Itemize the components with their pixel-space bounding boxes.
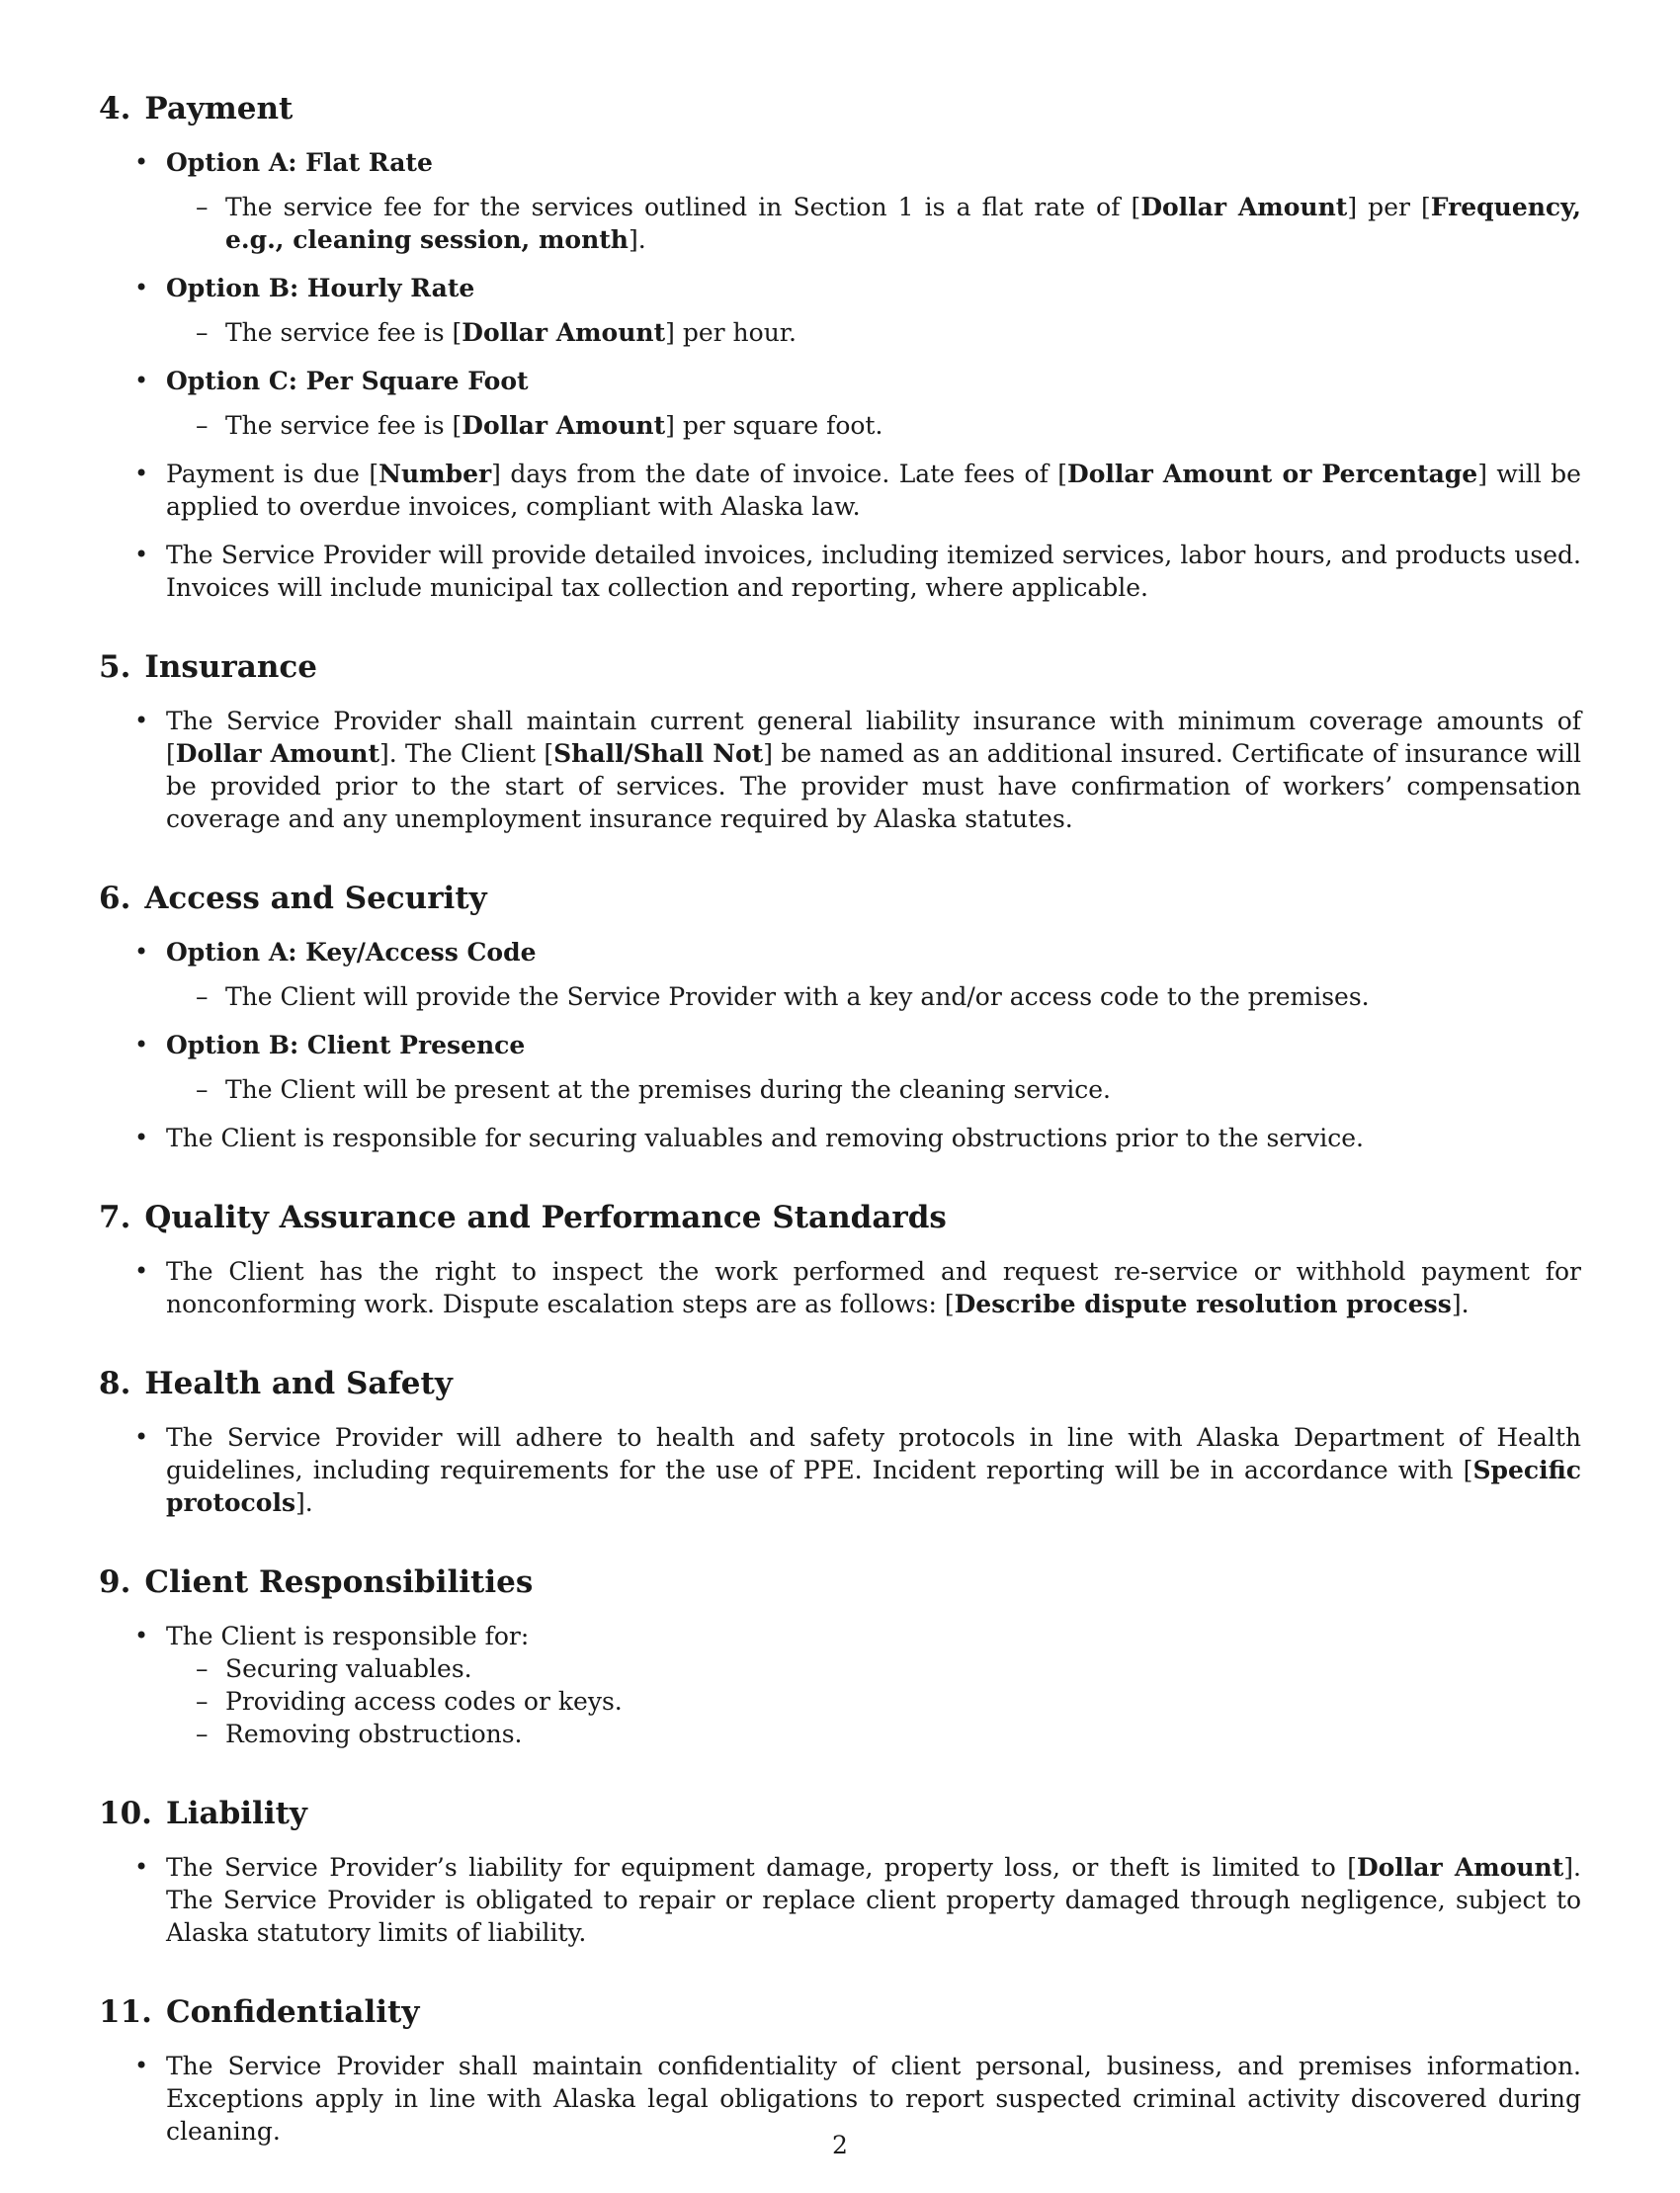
- sub-item: – The service fee is [Dollar Amount] per square foot.: [166, 409, 1581, 442]
- bullet-list: [99, 1620, 1581, 1750]
- section-heading: 4. Payment: [99, 91, 294, 127]
- section-liability: [99, 1796, 1581, 1949]
- document-page: [99, 91, 1581, 2193]
- sub-item: – The service fee for the services outlined in Section 1 is a flat rate of [Dollar Amount] per [Frequency, e.g., cleaning session, month].: [166, 191, 1581, 256]
- section-confidentiality: [99, 1994, 1581, 2148]
- sub-list: [166, 409, 1581, 442]
- bullet-list: [99, 146, 1581, 604]
- list-item: • Option A: Flat Rate – The service fee for the services outlined in Section 1 is a flat rate of [Dollar Amount] per [Frequency, e.g., cleaning session, month].: [99, 146, 1581, 256]
- sub-list: [166, 1073, 1581, 1106]
- sub-list: [166, 1652, 1581, 1750]
- list-item: • Option B: Hourly Rate – The service fee is [Dollar Amount] per hour.: [99, 272, 1581, 349]
- section-heading: 9. Client Responsibilities: [99, 1564, 534, 1600]
- section-heading: 7. Quality Assurance and Performance Standards: [99, 1200, 947, 1235]
- sub-list: [166, 316, 1581, 349]
- page-number: 2: [832, 2131, 848, 2159]
- list-item: • Option C: Per Square Foot – The service fee is [Dollar Amount] per square foot.: [99, 365, 1581, 442]
- list-item: • The Client is responsible for securing valuables and removing obstructions prior to the service.: [99, 1122, 1581, 1154]
- sub-item: – Removing obstructions.: [166, 1718, 1581, 1750]
- sub-item: – Providing access codes or keys.: [166, 1685, 1581, 1718]
- bullet-list: [99, 1851, 1581, 1949]
- section-heading: 5. Insurance: [99, 649, 317, 685]
- bullet-list: [99, 1255, 1581, 1320]
- section-heading: 11. Confidentiality: [99, 1994, 420, 2030]
- list-item: • The Service Provider will adhere to health and safety protocols in line with Alaska Department of Health guidelines, including requirements for the use of PPE. Incident reporting will be in accordance with [Specific protocols].: [99, 1421, 1581, 1519]
- list-item: • The Service Provider shall maintain current general liability insurance with minimum coverage amounts of [Dollar Amount]. The Client [Shall/Shall Not] be named as an additional insured. Certificate of insurance will be provided prior to the start of services. The provider must have confirmation of workers’ compensation coverage and any unemployment insurance required by Alaska statutes.: [99, 705, 1581, 835]
- list-item: • The Service Provider will provide detailed invoices, including itemized services, labor hours, and products used. Invoices will include municipal tax collection and reporting, where applicable.: [99, 539, 1581, 604]
- section-heading: 10. Liability: [99, 1796, 307, 1831]
- bullet-list: [99, 936, 1581, 1154]
- section-payment: [99, 91, 1581, 604]
- bullet-list: [99, 705, 1581, 835]
- list-item: • The Service Provider shall maintain confidentiality of client personal, business, and premises information. Exceptions apply in line with Alaska legal obligations to report suspected criminal activity discovered during cleaning.: [99, 2050, 1581, 2148]
- section-access-security: [99, 881, 1581, 1154]
- sub-item: – The Client will be present at the premises during the cleaning service.: [166, 1073, 1581, 1106]
- list-item: • Option B: Client Presence – The Client will be present at the premises during the cleaning service.: [99, 1029, 1581, 1106]
- sub-item: – Securing valuables.: [166, 1652, 1581, 1685]
- bullet-list: [99, 1421, 1581, 1519]
- sub-item: – The Client will provide the Service Provider with a key and/or access code to the premises.: [166, 980, 1581, 1013]
- section-insurance: [99, 649, 1581, 835]
- section-heading: 8. Health and Safety: [99, 1366, 453, 1401]
- section-quality-assurance: [99, 1200, 1581, 1320]
- list-item: • Option A: Key/Access Code – The Client will provide the Service Provider with a key and/or access code to the premises.: [99, 936, 1581, 1013]
- list-item: • Payment is due [Number] days from the date of invoice. Late fees of [Dollar Amount or Percentage] will be applied to overdue invoices, compliant with Alaska law.: [99, 458, 1581, 523]
- section-health-safety: [99, 1366, 1581, 1519]
- list-item: • The Client has the right to inspect the work performed and request re-service or withhold payment for nonconforming work. Dispute escalation steps are as follows: [Describe dispute resolution process].: [99, 1255, 1581, 1320]
- section-heading: 6. Access and Security: [99, 881, 487, 916]
- sub-list: [166, 980, 1581, 1013]
- sub-list: [166, 191, 1581, 256]
- section-client-responsibilities: [99, 1564, 1581, 1750]
- list-item: • The Client is responsible for: – Securing valuables. – Providing access codes or keys. – Removing obstructions.: [99, 1620, 1581, 1750]
- list-item: • The Service Provider’s liability for equipment damage, property loss, or theft is limited to [Dollar Amount]. The Service Provider is obligated to repair or replace client property damaged through negligence, subject to Alaska statutory limits of liability.: [99, 1851, 1581, 1949]
- sub-item: – The service fee is [Dollar Amount] per hour.: [166, 316, 1581, 349]
